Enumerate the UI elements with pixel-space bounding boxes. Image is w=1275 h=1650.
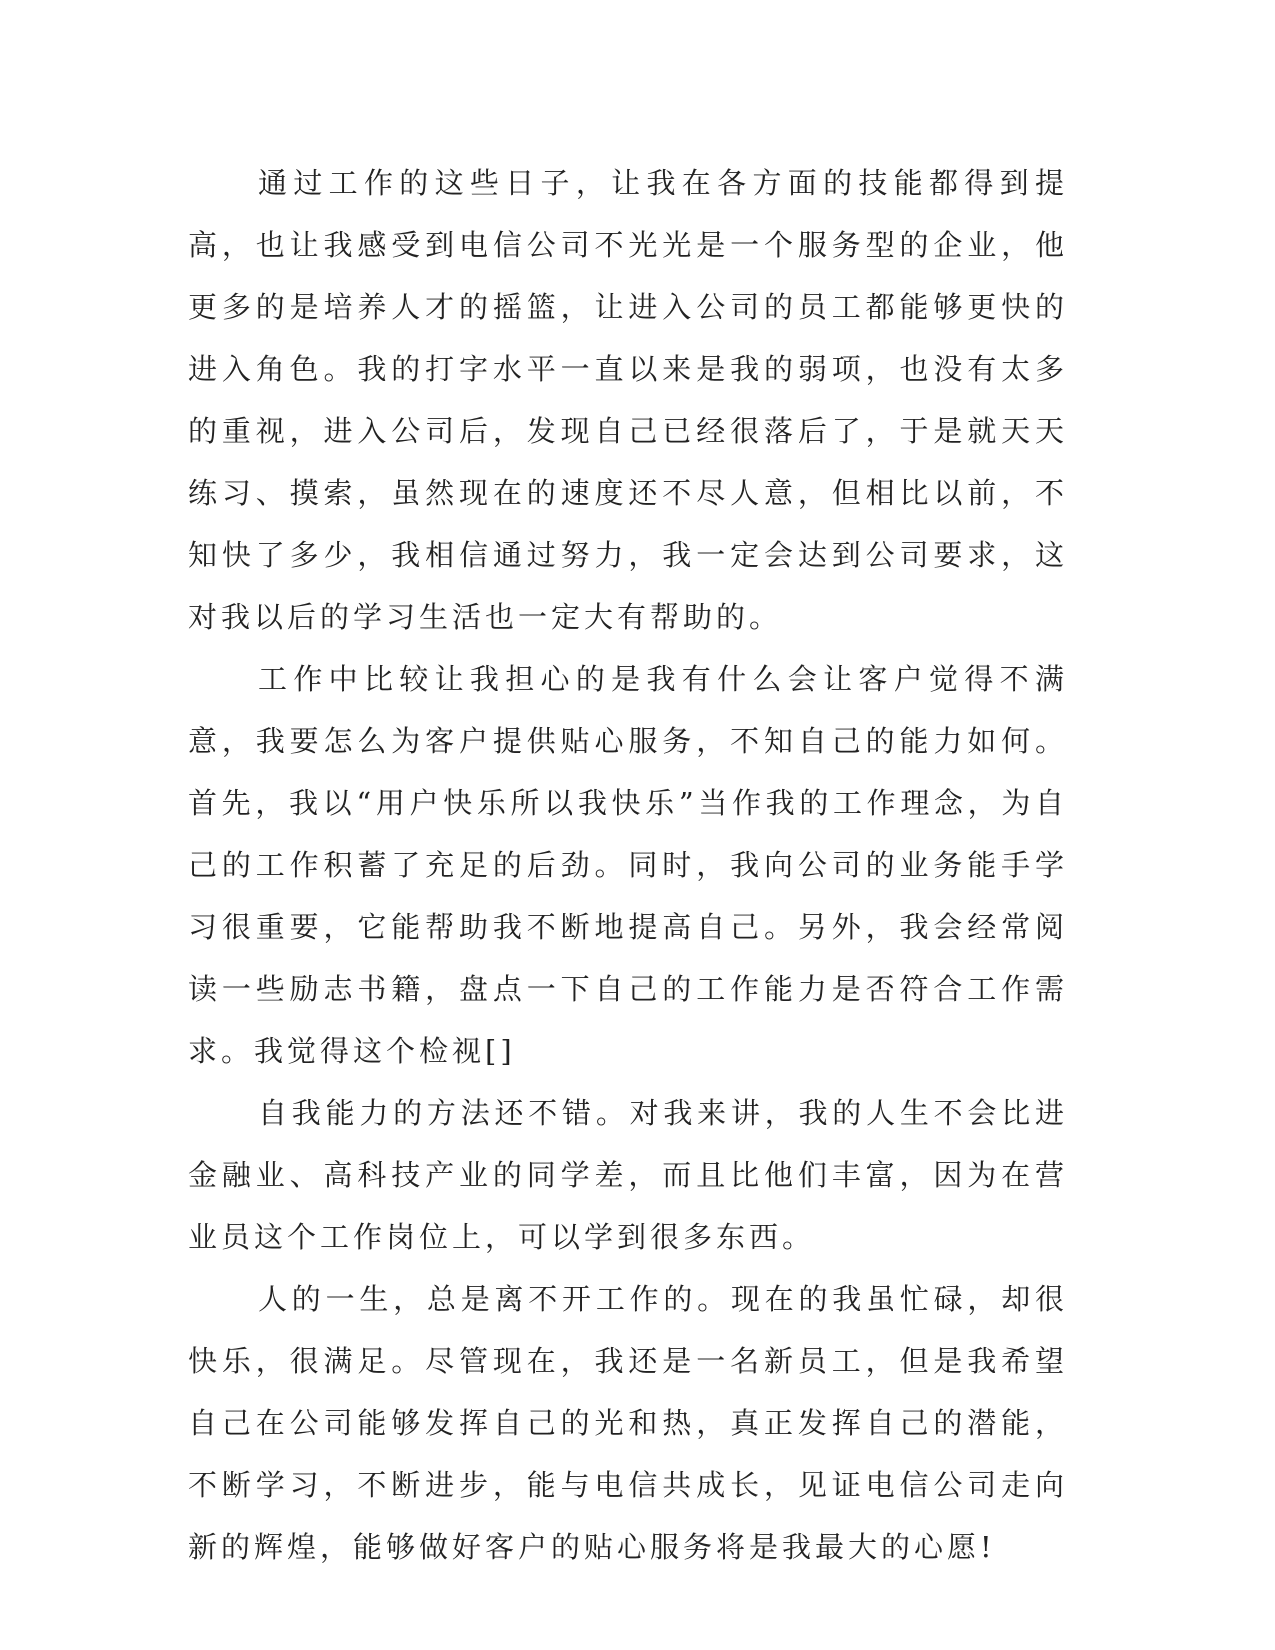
paragraph-3: 自我能力的方法还不错。对我来讲，我的人生不会比进金融业、高科技产业的同学差，而且比他们丰富，因为在营业员这个工作岗位上，可以学到很多东西。 xyxy=(188,1096,1068,1254)
document-body xyxy=(188,152,1068,1578)
paragraph-2: 工作中比较让我担心的是我有什么会让客户觉得不满意，我要怎么为客户提供贴心服务，不知自己的能力如何。首先，我以“用户快乐所以我快乐”当作我的工作理念，为自己的工作积蓄了充足的后劲。同时，我向公司的业务能手学习很重要，它能帮助我不断地提高自己。另外，我会经常阅读一些励志书籍，盘点一下自己的工作能力是否符合工作需求。我觉得这个检视[] xyxy=(188,662,1068,1068)
paragraph-1: 通过工作的这些日子，让我在各方面的技能都得到提高，也让我感受到电信公司不光光是一个服务型的企业，他更多的是培养人才的摇篮，让进入公司的员工都能够更快的进入角色。我的打字水平一直以来是我的弱项，也没有太多的重视，进入公司后，发现自己已经很落后了，于是就天天练习、摸索，虽然现在的速度还不尽人意，但相比以前，不知快了多少，我相信通过努力，我一定会达到公司要求，这对我以后的学习生活也一定大有帮助的。 xyxy=(188,166,1068,634)
paragraph-4: 人的一生，总是离不开工作的。现在的我虽忙碌，却很快乐，很满足。尽管现在，我还是一名新员工，但是我希望自己在公司能够发挥自己的光和热，真正发挥自己的潜能，不断学习，不断进步，能与电信共成长，见证电信公司走向新的辉煌，能够做好客户的贴心服务将是我最大的心愿! xyxy=(188,1282,1068,1564)
